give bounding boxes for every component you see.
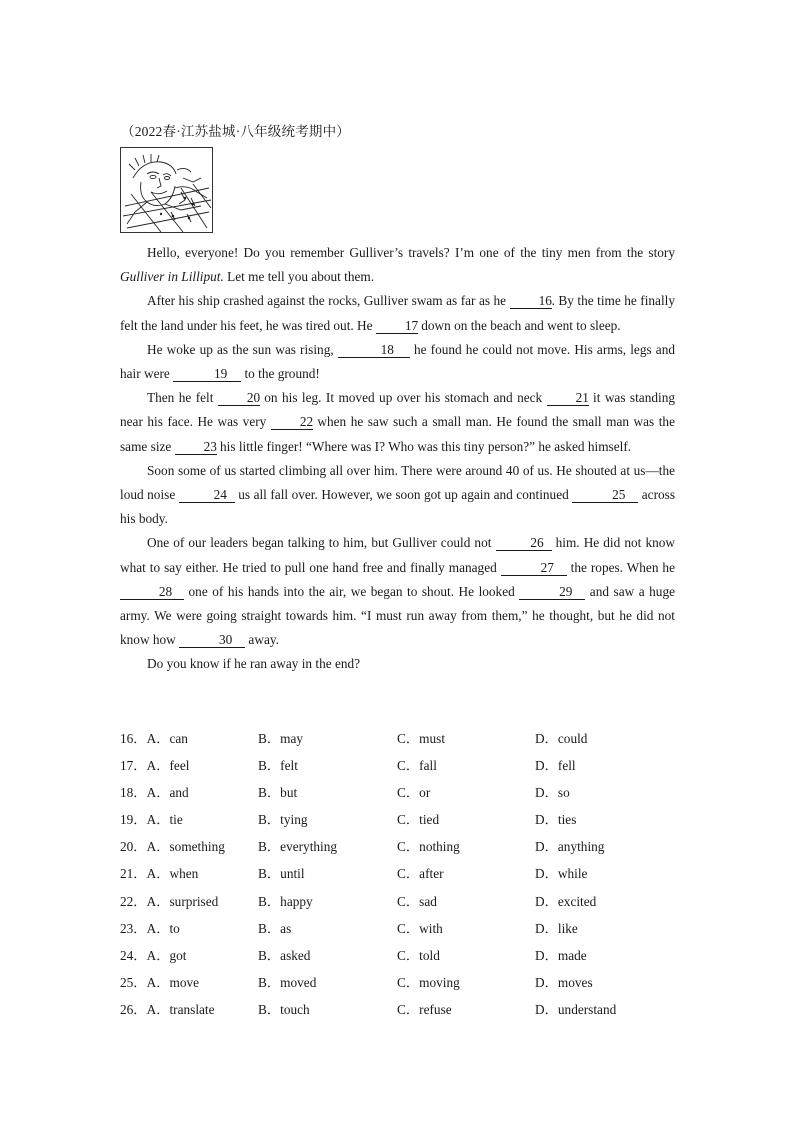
- option-row-20: [120, 836, 680, 863]
- option-text: D．moves: [535, 974, 593, 990]
- option-text: B．felt: [258, 758, 298, 774]
- option-text: C．must: [397, 731, 446, 746]
- option-row-22: [120, 891, 680, 918]
- option-text: 16．A．can: [120, 731, 188, 746]
- option-text: C．told: [397, 947, 440, 963]
- option-text: C．refuse: [397, 1001, 452, 1017]
- option-text: C．tied: [397, 812, 440, 828]
- blank-25: 25: [572, 487, 638, 503]
- option-text: D．fell: [535, 758, 576, 774]
- option-text: B．everything: [258, 839, 338, 855]
- answer-options: [120, 728, 680, 1026]
- blank-30: 30: [179, 632, 245, 648]
- option-text: 24．A．got: [120, 947, 187, 963]
- option-text: D．could: [535, 731, 588, 746]
- option-row-23: [120, 918, 680, 945]
- option-text: 26．A．translate: [120, 1001, 215, 1017]
- option-text: 25．A．move: [120, 974, 200, 990]
- option-text: D．made: [535, 947, 587, 963]
- paragraph-1: Hello, everyone! Do you remember Gulliver’s travels? I’m one of the tiny men from the story Gulliver in Lilliput. Let me tell you about them.: [120, 245, 675, 285]
- blank-28: 28: [120, 584, 184, 600]
- option-text: D．excited: [535, 893, 597, 909]
- paragraph-3: He woke up as the sun was rising, 18 he found he could not move. His arms, legs and hair were 19 to the ground!: [120, 341, 675, 382]
- paragraph-4: Then he felt 20 on his leg. It moved up over his stomach and neck 21 it was standing near his face. He was very 22 when he saw such a small man. He found the small man was the same size 23 his little finger! “Where was I? Who was this tiny person?” he asked himself.: [120, 390, 675, 454]
- option-text: B．as: [258, 920, 292, 936]
- option-text: 19．A．tie: [120, 812, 183, 828]
- blank-24: 24: [179, 487, 235, 503]
- option-row-19: [120, 809, 680, 836]
- blank-22: 22: [271, 414, 313, 430]
- blank-16: 16: [510, 293, 552, 309]
- option-text: C．sad: [397, 893, 437, 909]
- option-row-17: [120, 755, 680, 782]
- option-text: D．while: [535, 866, 588, 882]
- option-row-21: [120, 863, 680, 890]
- option-text: 23．A．to: [120, 920, 180, 936]
- option-text: B．may: [258, 731, 304, 746]
- blank-29: 29: [519, 584, 585, 600]
- gulliver-tied-icon: [121, 148, 212, 232]
- option-text: 21．A．when: [120, 866, 199, 882]
- blank-20: 20: [218, 390, 260, 406]
- blank-17: 17: [376, 318, 418, 334]
- paragraph-2: After his ship crashed against the rocks, Gulliver swam as far as he 16. By the time he finally felt the land under his feet, he was tired out. He 17 down on the beach and went to sleep.: [120, 293, 675, 333]
- paragraph-6: One of our leaders began talking to him, but Gulliver could not 26 him. He did not know what to say either. He tried to pull one hand free and finally managed 27 the ropes. When he 28 one of his hands into the air, we began to shout. He looked 29 and saw a huge army. We were going straight towards him. “I must run away from them,” he thought, but he did not know how 30 away.: [120, 535, 675, 648]
- option-row-25: [120, 972, 680, 999]
- paragraph-7: Do you know if he ran away in the end?: [147, 656, 361, 672]
- reading-passage: [120, 241, 675, 677]
- option-text: 20．A．something: [120, 839, 225, 855]
- option-row-24: [120, 945, 680, 972]
- option-text: B．tying: [258, 812, 308, 828]
- option-text: 18．A．and: [120, 785, 189, 801]
- source-heading: （2022春·江苏盐城·八年级统考期中）: [121, 124, 350, 139]
- option-text: D．like: [535, 920, 578, 936]
- option-row-26: [120, 999, 680, 1026]
- option-text: B．touch: [258, 1001, 310, 1017]
- option-text: D．understand: [535, 1001, 617, 1017]
- option-row-16: [120, 728, 680, 755]
- option-text: D．so: [535, 785, 570, 801]
- blank-26: 26: [496, 535, 552, 551]
- gulliver-tied-illustration: [120, 147, 213, 233]
- option-text: D．anything: [535, 839, 605, 855]
- option-text: C．after: [397, 866, 444, 882]
- option-text: B．happy: [258, 893, 313, 909]
- blank-18: 18: [338, 342, 410, 358]
- option-text: C．or: [397, 785, 431, 801]
- option-text: C．moving: [397, 974, 460, 990]
- blank-21: 21: [547, 390, 589, 406]
- story-title: Gulliver in Lilliput.: [120, 269, 224, 285]
- blank-19: 19: [173, 366, 241, 382]
- blank-27: 27: [501, 560, 567, 576]
- option-text: D．ties: [535, 812, 577, 828]
- option-text: B．moved: [258, 974, 317, 990]
- option-text: B．asked: [258, 947, 311, 963]
- option-text: C．with: [397, 920, 443, 936]
- option-text: 17．A．feel: [120, 758, 190, 774]
- option-text: C．fall: [397, 758, 437, 774]
- paragraph-5: Soon some of us started climbing all over him. There were around 40 of us. He shouted at us—the loud noise 24 us all fall over. However, we soon got up again and continued 25 across his body.: [120, 462, 676, 527]
- option-text: C．nothing: [397, 839, 460, 855]
- option-text: B．but: [258, 785, 298, 801]
- blank-23: 23: [175, 439, 217, 455]
- option-row-18: [120, 782, 680, 809]
- option-text: B．until: [258, 866, 305, 882]
- option-text: 22．A．surprised: [120, 893, 219, 909]
